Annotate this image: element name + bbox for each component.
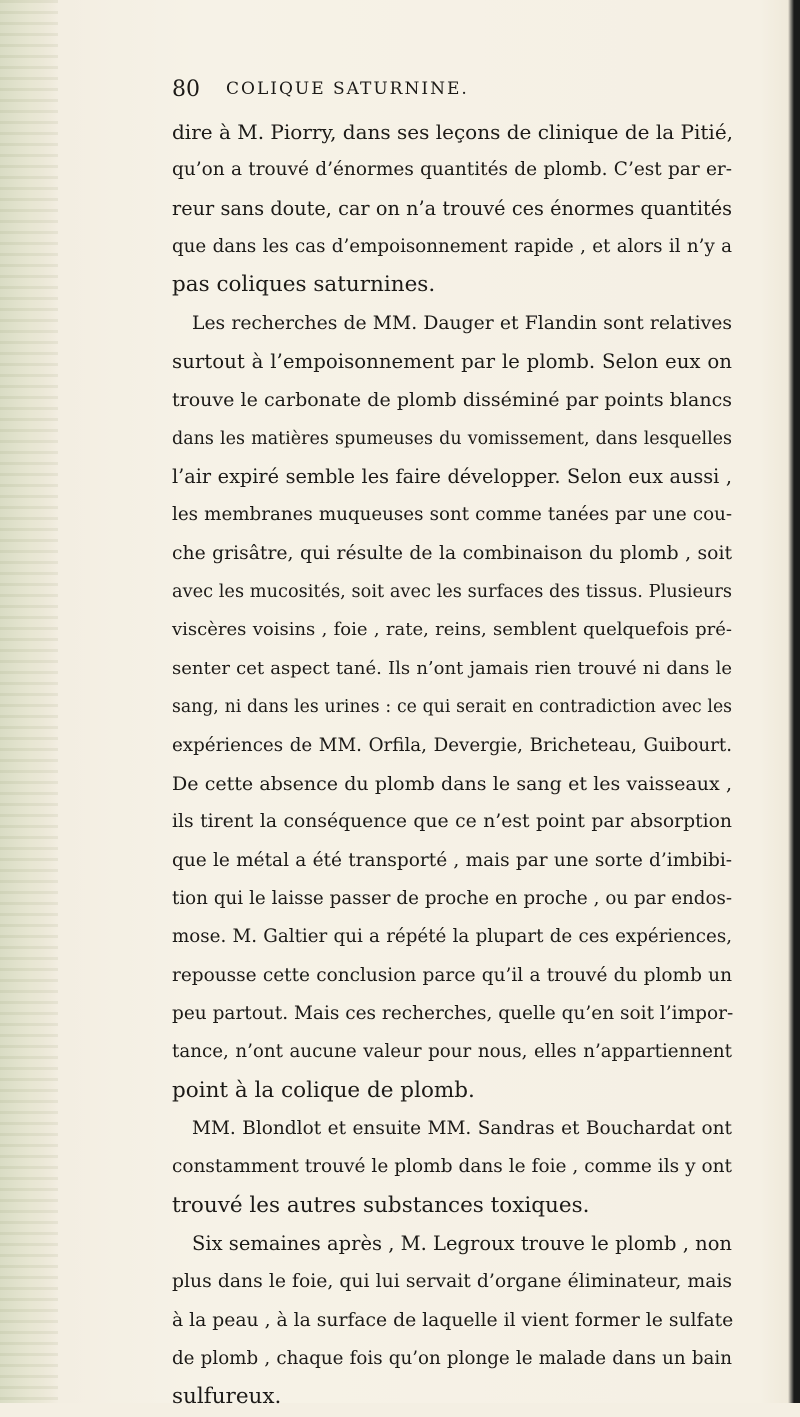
text-line: tance, n’ont aucune valeur pour nous, elles n’appartiennent [172, 1041, 732, 1063]
text-line: constamment trouvé le plomb dans le foie , comme ils y ont [172, 1156, 732, 1178]
text-line: senter cet aspect tané. Ils n’ont jamais rien trouvé ni dans le [172, 657, 732, 679]
body-text [172, 113, 732, 1417]
text-line: avec les mucosités, soit avec les surfaces des tissus. Plusieurs [172, 582, 732, 603]
text-line: che grisâtre, qui résulte de la combinaison du plomb , soit [172, 542, 732, 564]
text-line: que dans les cas d’empoisonnement rapide , et alors il n’y a [172, 236, 732, 258]
text-line: Les recherches de MM. Dauger et Flandin sont relatives [192, 312, 732, 334]
text-line: à la peau , à la surface de laquelle il vient former le sulfate [172, 1309, 734, 1331]
text-line: ils tirent la conséquence que ce n’est point par absorption [172, 811, 732, 833]
text-line: MM. Blondlot et ensuite MM. Sandras et Bouchardat ont [192, 1117, 732, 1139]
text-line: expériences de MM. Orfila, Devergie, Bricheteau, Guibourt. [172, 734, 732, 756]
text-line: point à la colique de plomb. [172, 1077, 475, 1103]
page-header [172, 77, 732, 107]
text-line: dire à M. Piorry, dans ses leçons de clinique de la Pitié, [172, 120, 734, 144]
text-line: trouvé les autres substances toxiques. [172, 1192, 590, 1218]
page-edge [788, 0, 800, 1403]
text-line: peu partout. Mais ces recherches, quelle qu’en soit l’impor- [172, 1002, 734, 1024]
text-line: trouve le carbonate de plomb disséminé par points blancs [172, 389, 732, 412]
text-line: de plomb , chaque fois qu’on plonge le malade dans un bain [172, 1348, 732, 1369]
text-line: qu’on a trouvé d’énormes quantités de plomb. C’est par er- [172, 159, 732, 181]
text-line: les membranes muqueuses sont comme tanées par une cou- [172, 504, 732, 526]
text-line: Six semaines après , M. Legroux trouve le plomb , non [192, 1231, 732, 1255]
text-line: surtout à l’empoisonnement par le plomb. Selon eux on [172, 350, 732, 374]
text-line: l’air expiré semble les faire développer. Selon eux aussi , [172, 465, 732, 489]
page-number: 80 [172, 77, 200, 102]
text-line: De cette absence du plomb dans le sang et les vaisseaux , [172, 772, 732, 795]
text-line: plus dans le foie, qui lui servait d’organe éliminateur, mais [172, 1271, 732, 1293]
text-line: sulfureux. [172, 1384, 282, 1410]
text-line: pas coliques saturnines. [172, 272, 436, 298]
text-line: que le métal a été transporté , mais par une sorte d’imbibi- [172, 849, 732, 871]
running-title: COLIQUE SATURNINE. [226, 79, 469, 99]
page-gutter [0, 0, 58, 1403]
text-line: dans les matières spumeuses du vomissement, dans lesquelles [172, 428, 732, 449]
text-line: tion qui le laisse passer de proche en proche , ou par endos- [172, 887, 732, 909]
text-line: mose. M. Galtier qui a répété la plupart de ces expériences, [172, 926, 732, 948]
text-line: viscères voisins , foie , rate, reins, semblent quelquefois pré- [172, 619, 732, 641]
text-line: reur sans doute, car on n’a trouvé ces énormes quantités [172, 196, 732, 220]
text-line: repousse cette conclusion parce qu’il a trouvé du plomb un [172, 964, 732, 986]
text-line: sang, ni dans les urines : ce qui serait en contradiction avec les [172, 697, 732, 718]
